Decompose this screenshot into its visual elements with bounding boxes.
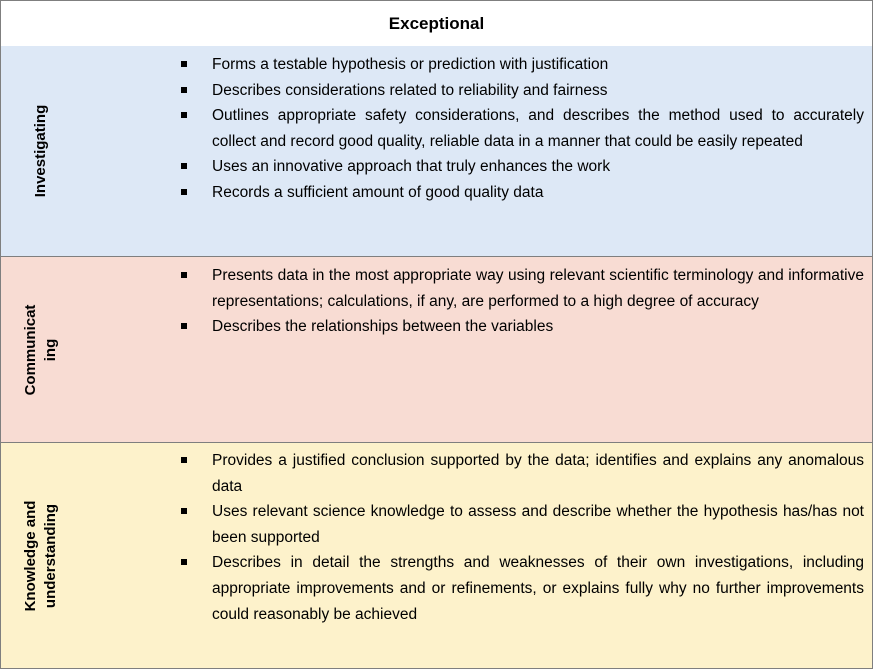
criteria-list-communicating <box>174 263 864 340</box>
criteria-list-knowledge <box>174 448 864 627</box>
list-item: Records a sufficient amount of good quality data <box>174 180 864 206</box>
square-bullet-icon <box>181 163 187 169</box>
row-investigating <box>0 46 873 257</box>
row-communicating <box>0 257 873 443</box>
list-item: Describes in detail the strengths and weaknesses of their own investigations, including appropriate improvements and or refinements, or explains fully why no further improvements could reasonably be achieved <box>174 550 864 627</box>
list-item: Describes considerations related to reliability and fairness <box>174 78 864 104</box>
list-item: Uses an innovative approach that truly enhances the work <box>174 154 864 180</box>
square-bullet-icon <box>181 457 187 463</box>
header-title: Exceptional <box>388 13 485 33</box>
list-item: Forms a testable hypothesis or prediction with justification <box>174 52 864 78</box>
criteria-list-investigating <box>174 52 864 206</box>
list-item: Uses relevant science knowledge to assess and describe whether the hypothesis has/has not been supported <box>174 499 864 550</box>
list-item: Outlines appropriate safety considerations, and describes the method used to accurately collect and record good quality, reliable data in a manner that could be easily repeated <box>174 103 864 154</box>
square-bullet-icon <box>181 189 187 195</box>
square-bullet-icon <box>181 61 187 67</box>
square-bullet-icon <box>181 87 187 93</box>
list-item: Presents data in the most appropriate way using relevant scientific terminology and informative representations; calculations, if any, are performed to a high degree of accuracy <box>174 263 864 314</box>
list-item: Describes the relationships between the variables <box>174 314 864 340</box>
square-bullet-icon <box>181 508 187 514</box>
row-label-cell <box>1 46 81 256</box>
square-bullet-icon <box>181 112 187 118</box>
column-header <box>0 0 873 47</box>
row-label-cell <box>1 443 81 668</box>
row-label-investigating: Investigating <box>32 104 49 198</box>
square-bullet-icon <box>181 272 187 278</box>
row-label-cell <box>1 257 81 442</box>
square-bullet-icon <box>181 559 187 565</box>
row-label-knowledge: Knowledge and understanding <box>22 500 59 611</box>
row-label-communicating: Communicat ing <box>22 304 59 395</box>
row-knowledge-and-understanding <box>0 443 873 669</box>
list-item: Provides a justified conclusion supported by the data; identifies and explains any anomalous data <box>174 448 864 499</box>
square-bullet-icon <box>181 323 187 329</box>
